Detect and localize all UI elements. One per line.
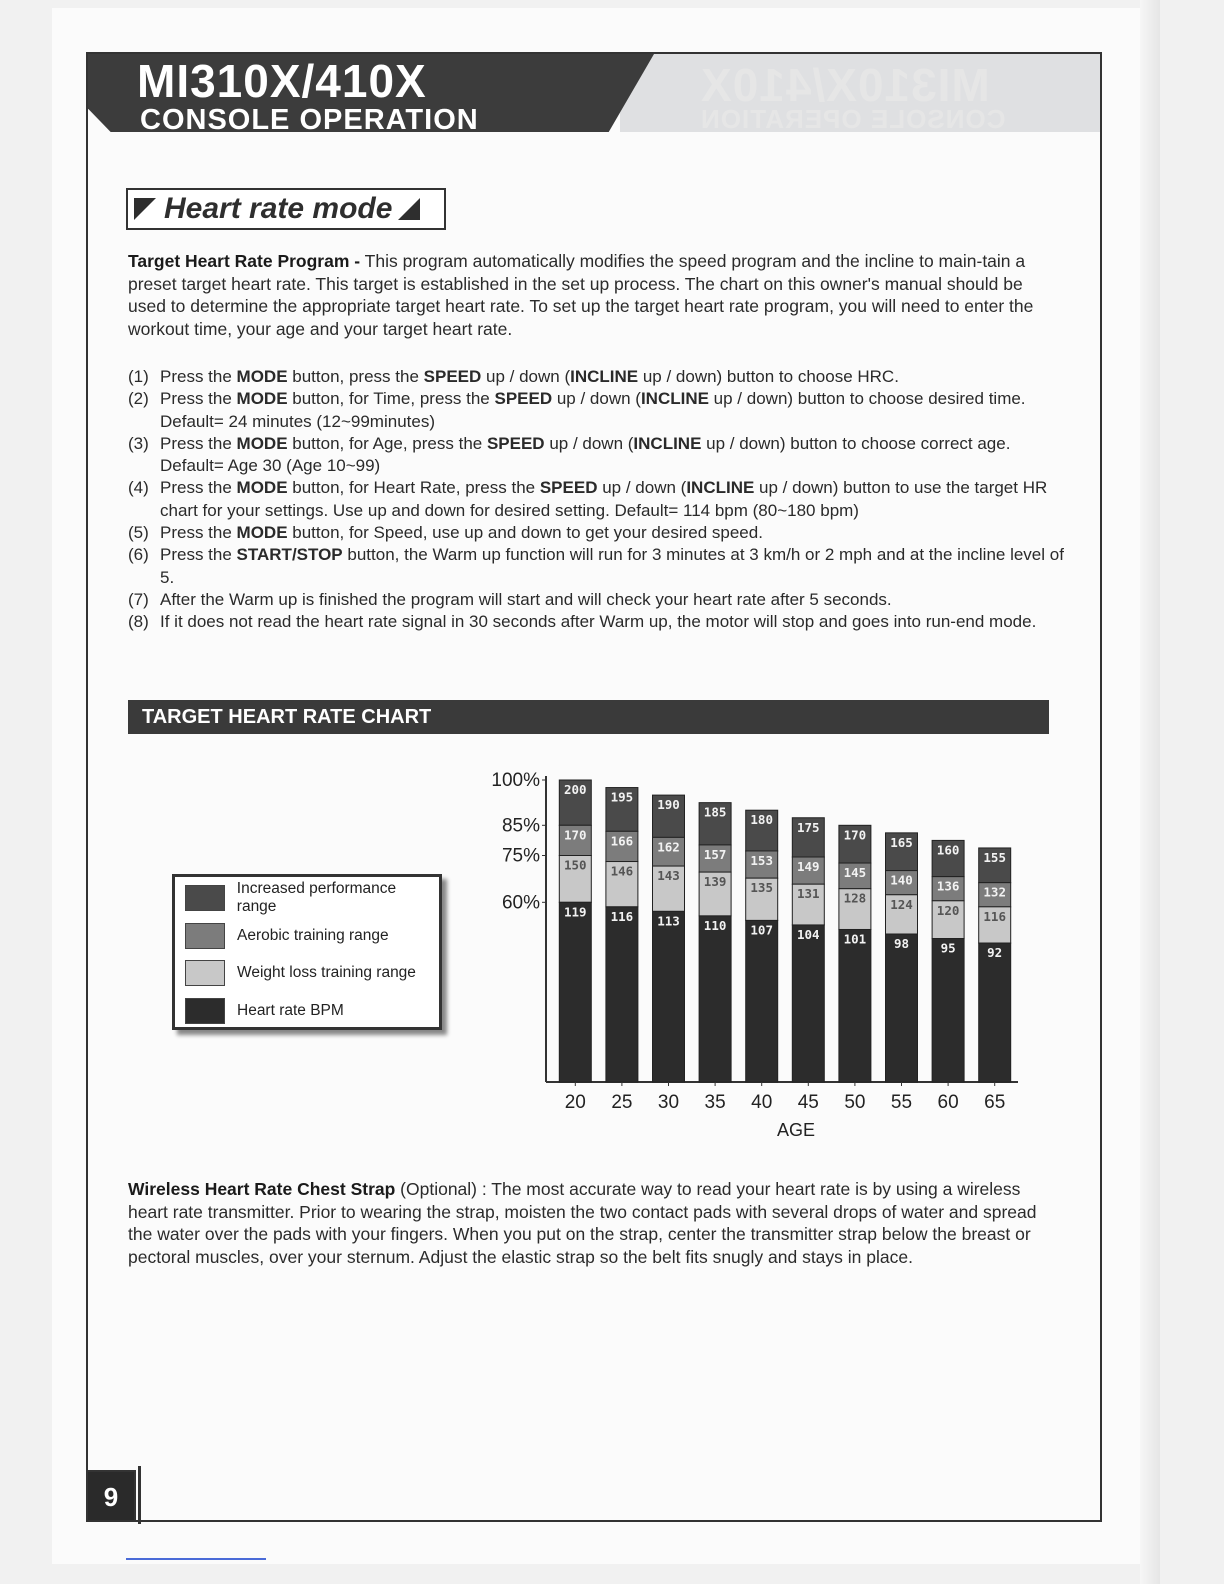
bar-value-label: 146 — [610, 863, 634, 879]
bar-value-label: 175 — [797, 819, 820, 835]
legend-swatch — [185, 885, 225, 911]
step-keyword: SPEED — [539, 478, 598, 498]
legend-label: Weight loss training range — [237, 964, 416, 981]
bar-segment — [699, 916, 731, 1082]
bar-value-label: 166 — [610, 833, 634, 849]
legend-label: Heart rate BPM — [237, 1001, 344, 1019]
bar-value-label: 124 — [890, 896, 913, 912]
bar-value-label: 132 — [983, 884, 1006, 900]
y-tick-label: 60% — [501, 892, 540, 914]
triangle-left-icon — [134, 198, 156, 220]
bar-value-label: 107 — [750, 922, 773, 938]
legend-item — [185, 960, 416, 986]
step-text: If it does not read the heart rate signal in 30 seconds after Warm up, the motor will stop and goes into run-end mode. — [160, 612, 1037, 632]
bar-value-label: 116 — [983, 908, 1006, 924]
step-keyword: INCLINE — [640, 389, 709, 409]
bar-value-label: 145 — [843, 865, 867, 881]
bar-value-label: 104 — [797, 926, 820, 942]
step-number: (3) — [128, 433, 149, 453]
step-text: Press the — [160, 478, 237, 498]
x-tick-label: 35 — [704, 1092, 726, 1113]
step-keyword: INCLINE — [686, 478, 755, 498]
section-title-text: Heart rate mode — [164, 192, 393, 225]
bar-value-label: 150 — [564, 857, 587, 873]
y-tick-label: 100% — [491, 770, 540, 791]
step-item — [128, 366, 1068, 388]
intro-paragraph — [128, 250, 1058, 340]
step-number: (4) — [128, 478, 149, 498]
bar-value-label: 153 — [750, 852, 773, 868]
target-heart-rate-chart — [470, 770, 1030, 1140]
step-text: button, press the — [287, 367, 424, 386]
step-text: button, for Speed, use up and down to get your desired speed. — [287, 523, 763, 543]
bar-value-label: 131 — [797, 886, 820, 902]
legend-item — [185, 923, 389, 949]
step-keyword: INCLINE — [570, 367, 639, 386]
step-keyword: START/STOP — [236, 545, 343, 565]
x-tick-label: 20 — [564, 1092, 586, 1113]
bar-segment — [559, 902, 591, 1082]
bar-value-label: 101 — [843, 931, 867, 947]
intro-lead: Target Heart Rate Program - — [128, 251, 361, 271]
bar-value-label: 149 — [797, 859, 820, 875]
bar-segment — [979, 943, 1011, 1082]
legend-label: Increased performance range — [236, 880, 397, 915]
bar-value-label: 140 — [890, 872, 913, 888]
intro-text: This program automatically modifies the speed program and the incline to main-tain a preset target heart rate. This target is established in the set up process. The chart on this owner's manual should be used to determine the appropriate target heart rate. To set up the target heart rate program, you will need to enter the workout time, your age and your target heart rate. — [128, 251, 1034, 339]
step-text: up / down) button to use the target HR chart for your settings. Use up and down for desired setting. Default= 114 bpm (80~180 bpm) — [160, 478, 1048, 520]
x-tick-label: 45 — [797, 1092, 819, 1113]
bleed-through-subtitle: CONSOLE OPERATION — [700, 104, 1006, 134]
x-tick-label: 60 — [937, 1092, 959, 1113]
legend-item — [185, 998, 344, 1024]
step-number: (2) — [128, 389, 149, 409]
step-text: Press the — [160, 367, 237, 386]
bar-segment — [932, 939, 964, 1082]
bar-value-label: 135 — [750, 880, 773, 896]
triangle-right-icon — [398, 198, 420, 220]
step-text: button, for Age, press the — [287, 433, 487, 453]
step-number: (8) — [128, 612, 149, 632]
bar-segment — [746, 920, 778, 1082]
bar-segment — [792, 925, 824, 1082]
step-item — [128, 433, 1068, 478]
steps-list — [128, 366, 1068, 634]
step-item — [128, 611, 1068, 633]
bleed-through-title: MI310X/410X — [700, 59, 990, 111]
step-text: up / down) button to choose HRC. — [638, 367, 899, 386]
step-text: button, the Warm up function will run for 3 minutes at 3 km/h or 2 mph and at the incline level of 5. — [160, 545, 1064, 587]
legend-swatch — [185, 998, 225, 1024]
x-tick-label: 55 — [890, 1092, 913, 1113]
bar-value-label: 165 — [890, 834, 913, 850]
bar-value-label: 139 — [703, 874, 727, 890]
bar-value-label: 162 — [657, 839, 680, 855]
bar-value-label: 170 — [843, 827, 867, 843]
step-keyword: MODE — [236, 389, 288, 409]
y-tick-label: 75% — [501, 845, 540, 867]
bar-value-label: 143 — [657, 868, 680, 884]
chart-legend — [172, 874, 442, 1030]
bar-value-label: 160 — [936, 842, 960, 858]
heart-rate-mode-title — [126, 188, 446, 230]
step-text: up / down ( — [597, 478, 687, 498]
step-item — [128, 544, 1068, 589]
page-edge-shadow — [1140, 0, 1160, 1584]
step-item — [128, 589, 1068, 611]
bar-value-label: 200 — [564, 782, 587, 797]
bar-value-label: 155 — [983, 849, 1006, 865]
bar-value-label: 190 — [657, 797, 680, 813]
bar-value-label: 113 — [657, 913, 680, 929]
step-text: up / down) button to choose desired time. — [708, 389, 1026, 409]
step-number: (7) — [128, 589, 149, 609]
bar-value-label: 128 — [843, 890, 867, 906]
bar-value-label: 119 — [564, 904, 587, 920]
step-text: up / down ( — [552, 389, 641, 409]
bar-segment — [839, 929, 871, 1082]
x-tick-label: 40 — [751, 1092, 773, 1113]
y-tick-label: 85% — [501, 815, 540, 837]
step-keyword: SPEED — [423, 367, 482, 386]
step-keyword: SPEED — [486, 433, 545, 453]
x-axis-label: AGE — [776, 1120, 816, 1140]
step-text: up / down ( — [481, 367, 571, 386]
step-text: button, for Time, press the — [287, 389, 495, 409]
bar-value-label: 98 — [893, 936, 910, 952]
model-title: MI310X/410X — [137, 55, 427, 107]
wireless-lead: Wireless Heart Rate Chest Strap — [128, 1179, 396, 1199]
bar-value-label: 95 — [940, 940, 956, 956]
step-keyword: MODE — [236, 433, 288, 453]
page-number: 9 — [86, 1470, 136, 1522]
step-text: up / down) button to choose correct age. — [701, 433, 1011, 453]
step-item — [128, 477, 1068, 522]
bar-value-label: 185 — [703, 804, 727, 820]
section-heading: CONSOLE OPERATION — [140, 104, 479, 136]
step-text: up / down ( — [544, 433, 634, 453]
legend-item — [185, 880, 439, 915]
bar-value-label: 92 — [987, 945, 1003, 961]
x-tick-label: 65 — [984, 1092, 1006, 1113]
bar-value-label: 110 — [703, 917, 727, 933]
wireless-paragraph — [128, 1178, 1058, 1268]
bar-value-label: 136 — [936, 878, 960, 894]
chart-title-bar: TARGET HEART RATE CHART — [128, 700, 1049, 734]
step-item — [128, 522, 1068, 544]
x-tick-label: 50 — [844, 1092, 866, 1113]
step-keyword: MODE — [236, 367, 288, 386]
step-text: Press the — [160, 433, 237, 453]
step-keyword: MODE — [236, 478, 288, 498]
step-number: (5) — [128, 523, 149, 543]
wireless-text: (Optional) : The most accurate way to read your heart rate is by using a wireless heart rate transmitter. Prior to wearing the strap, moisten the two contact pads with several drops of water and spread the water over the pads with your fingers. When you put on the strap, center the transmitter strap below the breast or pectoral muscles, over your sternum. Adjust the elastic strap so the belt fits snugly and stays in place. — [128, 1179, 1037, 1267]
step-keyword: INCLINE — [633, 433, 702, 453]
legend-label: Aerobic training range — [237, 926, 389, 944]
step-item — [128, 388, 1068, 433]
step-keyword: MODE — [236, 523, 288, 543]
legend-swatch — [185, 960, 225, 986]
bar-value-label: 120 — [936, 902, 960, 918]
x-tick-label: 25 — [611, 1092, 633, 1113]
step-number: (1) — [128, 367, 149, 386]
bar-segment — [886, 934, 918, 1082]
step-keyword: SPEED — [494, 389, 553, 409]
bar-segment — [653, 911, 685, 1082]
step-number: (6) — [128, 545, 149, 565]
step-text: Press the — [160, 389, 237, 409]
step-default: Default= 24 minutes (12~99minutes) — [160, 411, 435, 431]
bar-value-label: 170 — [564, 827, 587, 843]
bar-value-label: 157 — [703, 846, 727, 862]
step-text: Press the — [160, 545, 237, 565]
step-text: Press the — [160, 523, 237, 543]
step-text: button, for Heart Rate, press the — [287, 478, 540, 498]
legend-swatch — [185, 923, 225, 949]
x-tick-label: 30 — [657, 1092, 680, 1113]
bar-segment — [606, 907, 638, 1082]
step-default: Default= Age 30 (Age 10~99) — [160, 456, 381, 476]
bar-value-label: 180 — [750, 812, 773, 828]
bottom-underline — [126, 1558, 266, 1560]
step-text: After the Warm up is finished the program will start and will check your heart rate after 5 seconds. — [160, 589, 892, 609]
bar-value-label: 195 — [610, 789, 634, 805]
bar-value-label: 116 — [610, 908, 634, 924]
